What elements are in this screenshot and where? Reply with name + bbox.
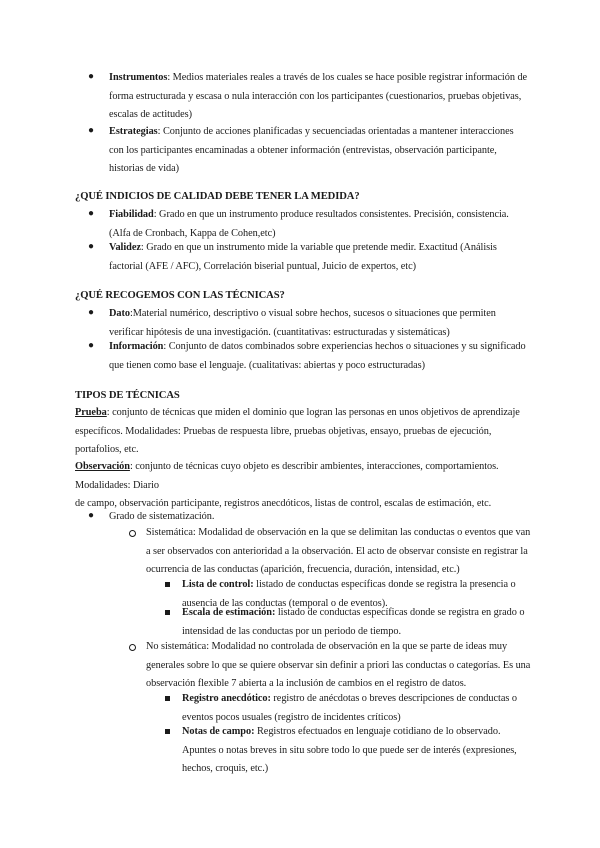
list-item-sistematica: Sistemática: Modalidad de observación en la que se delimitan las conductas o eventos que van a ser observados con anterioridad a la observación. El acto de observar consiste en registrar la ocurrencia de las conductas (aparición, frecuencia, duración, intensidad, etc.) xyxy=(146,527,531,575)
list-item-registro-anecdotico: Registro anecdótico: registro de anécdotas o breves descripciones de conductas o eventos pocos usuales (registro de incidentes críticos) xyxy=(182,693,517,723)
paragraph-prueba: Prueba: conjunto de técnicas que miden el dominio que logran las personas en unos objetivos de aprendizaje específicos. Modalidades: Pruebas de respuesta libre, pruebas objetivas, ensayo, pruebas de ejecución, portafolios, etc. xyxy=(75,407,520,455)
heading-recogemos: ¿QUÉ RECOGEMOS CON LAS TÉCNICAS? xyxy=(75,290,285,301)
list-item-estrategias: Estrategias: Conjunto de acciones planificadas y secuenciadas orientadas a mantener interacciones con los participantes encaminadas a obtener información (entrevistas, observación participante, historias de vida) xyxy=(109,126,514,174)
square-bullet-icon xyxy=(165,696,170,701)
square-bullet-icon xyxy=(165,582,170,587)
list-item-instrumentos: Instrumentos: Medios materiales reales a través de los cuales se hace posible registrar información de forma estructurada y escasa o nula interacción con los participantes (cuestionarios, pruebas objetivas, escalas de actitudes) xyxy=(109,72,528,120)
list-item-fiabilidad: Fiabilidad: Grado en que un instrumento produce resultados consistentes. Precisión, consistencia. (Alfa de Cronbach, Kappa de Cohen,etc) xyxy=(109,209,509,239)
list-item-no-sistematica: No sistemática: Modalidad no controlada de observación en la que se parte de ideas muy generales sobre lo que se quiere observar sin definir a priori las conductas o categorías. Es una observación flexible 7 abierta a la inclusión de cambios en el registro de datos. xyxy=(146,641,531,689)
bullet-icon: ● xyxy=(88,71,95,82)
circle-bullet-icon xyxy=(129,530,136,537)
bullet-icon: ● xyxy=(88,307,95,318)
bullet-icon: ● xyxy=(88,241,95,252)
circle-bullet-icon xyxy=(129,644,136,651)
list-item-validez: Validez: Grado en que un instrumento mide la variable que pretende medir. Exactitud (Análisis factorial (AFE / AFC), Correlación biserial puntual, Juicio de expertos, etc) xyxy=(109,242,497,272)
list-item-grado: Grado de sistematización. xyxy=(109,511,215,522)
list-item-lista-control: Lista de control: listado de conductas específicas donde se registra la presencia o ausencia de las conductas (temporal o de eventos). xyxy=(182,579,516,609)
list-item-informacion: Información: Conjunto de datos combinados sobre experiencias hechos o situaciones y su significado que tienen como base el lenguaje. (cualitativas: abiertas y poco estructuradas) xyxy=(109,341,526,371)
bullet-icon: ● xyxy=(88,125,95,136)
bullet-icon: ● xyxy=(88,510,95,521)
list-item-notas-campo: Notas de campo: Registros efectuados en lenguaje cotidiano de lo observado. Apuntes o notas breves in situ sobre todo lo que puede ser de interés (expresiones, hechos, croquis, etc.) xyxy=(182,726,517,774)
heading-tipos: TIPOS DE TÉCNICAS xyxy=(75,390,180,401)
bullet-icon: ● xyxy=(88,208,95,219)
square-bullet-icon xyxy=(165,729,170,734)
heading-calidad: ¿QUÉ INDICIOS DE CALIDAD DEBE TENER LA MEDIDA? xyxy=(75,191,360,202)
list-item-escala-estimacion: Escala de estimación: listado de conductas específicas donde se registra en grado o intensidad de las conductas por un periodo de tiempo. xyxy=(182,607,525,637)
paragraph-observacion: Observación: conjunto de técnicas cuyo objeto es describir ambientes, interacciones, comportamientos. Modalidades: Diario de campo, observación participante, registros anecdóticos, listas de control, escalas de estimación, etc. xyxy=(75,461,499,509)
list-item-dato: Dato:Material numérico, descriptivo o visual sobre hechos, sucesos o situaciones que permiten verificar hipótesis de una investigación. (cuantitativas: estructuradas y sistemáticas) xyxy=(109,308,496,338)
bullet-icon: ● xyxy=(88,340,95,351)
square-bullet-icon xyxy=(165,610,170,615)
